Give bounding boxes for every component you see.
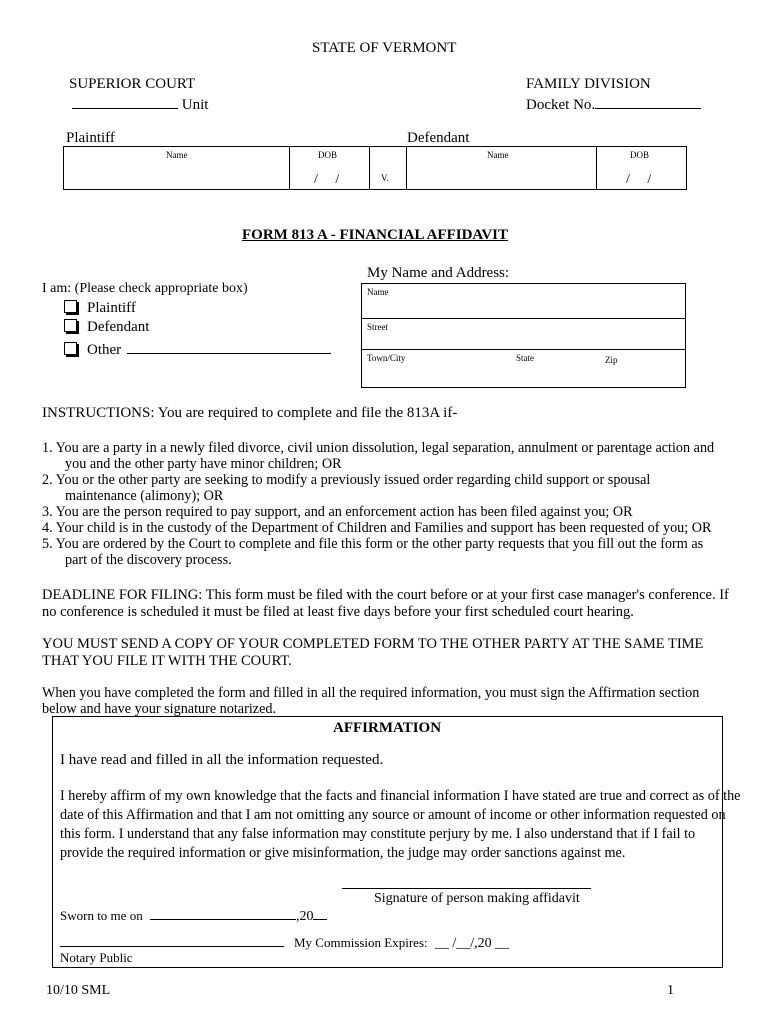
year-prefix: ,20	[295, 909, 314, 924]
option-label: Defendant	[87, 319, 150, 335]
plaintiff-dob-label: DOB	[318, 150, 338, 160]
deadline-line: DEADLINE FOR FILING: This form must be filed with the court before or at your first case manager's conference. If	[42, 587, 729, 603]
unit-blank[interactable]	[72, 94, 178, 109]
page-number: 1	[667, 983, 674, 998]
defendant-dob-label: DOB	[630, 150, 650, 160]
sign-notice	[42, 685, 699, 717]
plaintiff-name-label: Name	[166, 150, 188, 160]
form-title: FORM 813 A - FINANCIAL AFFIDAVIT	[242, 227, 508, 243]
defendant-dob-field[interactable]: / /	[626, 172, 652, 187]
sign-notice-line: When you have completed the form and filled in all the required information, you must sign the Affirmation section	[42, 685, 700, 701]
checkbox-icon[interactable]	[64, 319, 77, 332]
affirmation-statement	[60, 787, 740, 863]
signature-line[interactable]	[342, 888, 591, 889]
instruction-item: 2. You or the other party are seeking to modify a previously issued order regarding child support or spousal	[42, 472, 651, 488]
affirmation-title: AFFIRMATION	[333, 720, 442, 736]
copy-notice-line: YOU MUST SEND A COPY OF YOUR COMPLETED FORM TO THE OTHER PARTY AT THE SAME TIME	[42, 636, 704, 652]
commission-date[interactable]: __ /__/,20 __	[434, 936, 510, 951]
division-name: FAMILY DIVISION	[526, 76, 651, 92]
affirmation-read-line: I have read and filled in all the information requested.	[60, 752, 384, 768]
deadline-line: no conference is scheduled it must be filed at least five days before your first scheduled court hearing.	[42, 604, 634, 620]
sign-notice-line: below and have your signature notarized.	[42, 701, 277, 717]
affirmation-line: I hereby affirm of my own knowledge that the facts and financial information I have stated are true and correct as of the	[60, 788, 741, 804]
affirmation-line: date of this Affirmation and that I am not omitting any source or amount of income or other information requested on	[60, 807, 726, 823]
commission-field	[294, 935, 509, 952]
versus-label: V.	[381, 173, 389, 183]
instruction-item: 4. Your child is in the custody of the Department of Children and Families and support has been requested of you; OR	[42, 520, 712, 536]
instructions-heading: INSTRUCTIONS: You are required to complete and file the 813A if-	[42, 405, 458, 421]
unit-field	[72, 94, 208, 114]
instruction-item-cont: you and the other party have minor children; OR	[65, 456, 342, 472]
divider	[596, 146, 597, 190]
unit-label: Unit	[181, 97, 209, 113]
address-state-label[interactable]: State	[516, 353, 534, 363]
address-town-label[interactable]: Town/City	[367, 353, 406, 363]
plaintiff-label: Plaintiff	[66, 130, 115, 146]
instruction-item-cont: maintenance (alimony); OR	[65, 488, 224, 504]
copy-notice	[42, 636, 703, 670]
address-box	[361, 283, 686, 388]
docket-field	[526, 94, 701, 114]
option-label: Plaintiff	[87, 300, 136, 316]
divider	[369, 146, 370, 190]
address-title: My Name and Address:	[367, 265, 510, 281]
defendant-label: Defendant	[407, 130, 470, 146]
form-code: 10/10 SML	[46, 983, 111, 998]
sworn-date-blank[interactable]	[150, 905, 296, 920]
deadline-notice	[42, 587, 729, 621]
option-label: Other	[87, 342, 122, 358]
sworn-field	[60, 905, 327, 925]
docket-blank[interactable]	[595, 94, 701, 109]
checkbox-icon[interactable]	[64, 342, 77, 355]
commission-label: My Commission Expires:	[294, 935, 428, 950]
address-street-label[interactable]: Street	[367, 322, 388, 332]
notary-signature-line[interactable]	[60, 946, 284, 947]
checkbox-plaintiff[interactable]	[64, 300, 136, 317]
other-blank[interactable]	[127, 339, 331, 354]
instruction-item: 5. You are ordered by the Court to complete and file this form or the other party requests that you fill out the form as	[42, 536, 704, 552]
parties-table	[63, 146, 687, 190]
divider	[361, 318, 686, 319]
court-name: SUPERIOR COURT	[69, 76, 196, 92]
copy-notice-line: THAT YOU FILE IT WITH THE COURT.	[42, 653, 292, 669]
instructions-list	[42, 440, 714, 568]
divider	[361, 349, 686, 350]
checkbox-defendant[interactable]	[64, 319, 149, 336]
address-name-label[interactable]: Name	[367, 287, 389, 297]
year-blank[interactable]	[313, 905, 327, 920]
signature-label: Signature of person making affidavit	[374, 891, 580, 906]
affirmation-line: this form. I understand that any false information may constitute perjury by me. I also understand that if I fail to	[60, 826, 696, 842]
instruction-item: 3. You are the person required to pay support, and an enforcement action has been filed against you; OR	[42, 504, 633, 520]
address-zip-label[interactable]: Zip	[605, 355, 618, 365]
plaintiff-dob-field[interactable]: / /	[314, 172, 340, 187]
divider	[406, 146, 407, 190]
divider	[289, 146, 290, 190]
checkbox-icon[interactable]	[64, 300, 77, 313]
checkbox-other[interactable]	[64, 339, 331, 359]
iam-prompt: I am: (Please check appropriate box)	[42, 281, 248, 296]
instruction-item-cont: part of the discovery process.	[65, 552, 232, 568]
instruction-item: 1. You are a party in a newly filed divorce, civil union dissolution, legal separation, annulment or parentage action and	[42, 440, 715, 456]
state-title: STATE OF VERMONT	[312, 40, 457, 56]
sworn-label: Sworn to me on	[60, 908, 143, 923]
defendant-name-label: Name	[487, 150, 509, 160]
affirmation-line: provide the required information or give misinformation, the judge may order sanctions against me.	[60, 845, 626, 861]
docket-label: Docket No.	[526, 97, 596, 113]
notary-label: Notary Public	[60, 950, 133, 965]
